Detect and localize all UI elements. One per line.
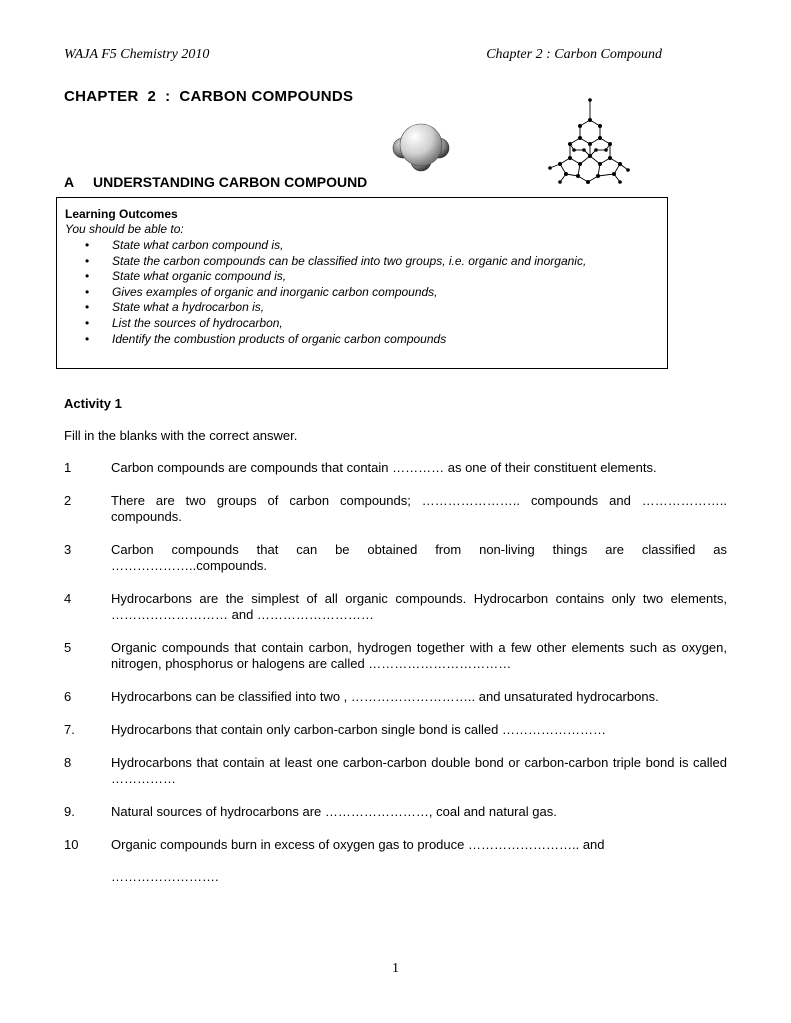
- learning-outcome-item: • List the sources of hydrocarbon,: [85, 316, 605, 332]
- question-item: [64, 591, 727, 623]
- question-number: 5: [64, 640, 72, 655]
- question-number: 7.: [64, 722, 75, 737]
- learning-outcome-item: • State what a hydrocarbon is,: [85, 300, 605, 316]
- question-item: [64, 493, 727, 525]
- question-item: [64, 804, 727, 820]
- question-item: [64, 460, 727, 476]
- page-number: 1: [392, 961, 399, 976]
- question-text: Hydrocarbons that contain at least one carbon-carbon double bond or carbon-carbon triple bond is called ……………: [111, 755, 727, 786]
- header-left: WAJA F5 Chemistry 2010: [64, 47, 210, 62]
- question-number: 9.: [64, 804, 75, 819]
- question-item: [64, 722, 727, 738]
- question-text: Natural sources of hydrocarbons are ……………………, coal and natural gas.: [111, 804, 557, 819]
- learning-outcomes-box: [56, 197, 668, 369]
- question-text: Carbon compounds that can be obtained from non-living things are classified as ………………..compounds.: [111, 542, 727, 573]
- question-number: 3: [64, 542, 72, 557]
- section-heading: [64, 174, 367, 190]
- question-number: 8: [64, 755, 72, 770]
- learning-outcome-item: • State the carbon compounds can be classified into two groups, i.e. organic and inorganic,: [85, 254, 605, 270]
- question-item: [64, 837, 727, 853]
- question-text: Carbon compounds are compounds that contain ………… as one of their constituent elements.: [111, 460, 657, 475]
- question-number: 1: [64, 460, 72, 475]
- question-item: [64, 542, 727, 574]
- question-item: [64, 689, 727, 705]
- question-text: Hydrocarbons are the simplest of all organic compounds. Hydrocarbon contains only two elements, ……………………… and ………………………: [111, 591, 727, 622]
- question-10-answer-blank: …………………….: [111, 869, 219, 884]
- learning-outcome-item: • Gives examples of organic and inorganic carbon compounds,: [85, 285, 605, 301]
- question-number: 2: [64, 493, 72, 508]
- header-right: Chapter 2 : Carbon Compound: [486, 47, 662, 62]
- learning-outcomes-subtitle: You should be able to:: [65, 222, 184, 236]
- learning-outcome-item: • Identify the combustion products of organic carbon compounds: [85, 332, 605, 348]
- question-text: Organic compounds that contain carbon, hydrogen together with a few other elements such as oxygen, nitrogen, phosphorus or halogens are called ……………………………: [111, 640, 727, 671]
- chapter-title: CHAPTER 2 : CARBON COMPOUNDS: [64, 88, 354, 105]
- learning-outcomes-list: [85, 238, 605, 347]
- question-text: There are two groups of carbon compounds; ………………….. compounds and ……………….. compounds.: [111, 493, 727, 524]
- activity-title: Activity 1: [64, 396, 122, 411]
- question-number: 4: [64, 591, 72, 606]
- question-text: Hydrocarbons can be classified into two , ……………………….. and unsaturated hydrocarbons.: [111, 689, 659, 704]
- question-item: [64, 755, 727, 787]
- water-molecule-illustration: [392, 120, 450, 176]
- section-letter: A: [64, 174, 75, 190]
- question-number: 10: [64, 837, 79, 852]
- question-item: [64, 640, 727, 672]
- question-number: 6: [64, 689, 72, 704]
- learning-outcome-item: • State what organic compound is,: [85, 269, 605, 285]
- question-text: Hydrocarbons that contain only carbon-carbon single bond is called ……………………: [111, 722, 606, 737]
- question-text: Organic compounds burn in excess of oxygen gas to produce …………………….. and: [111, 837, 605, 852]
- section-title: UNDERSTANDING CARBON COMPOUND: [93, 174, 368, 190]
- learning-outcomes-title: Learning Outcomes: [65, 207, 178, 221]
- learning-outcome-item: • State what carbon compound is,: [85, 238, 605, 254]
- activity-instruction: Fill in the blanks with the correct answer.: [64, 428, 298, 443]
- diamond-lattice-illustration: [548, 96, 630, 188]
